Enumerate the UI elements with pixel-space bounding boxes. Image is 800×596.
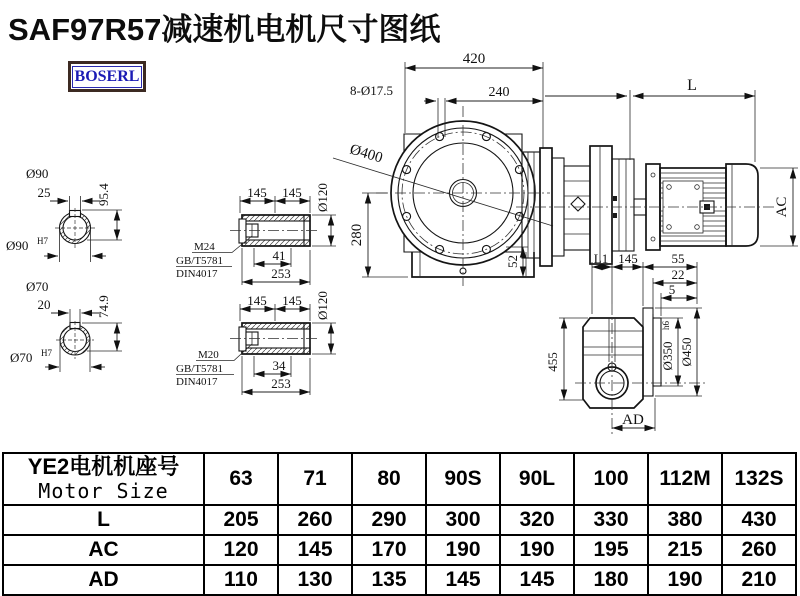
shaft-top-od-label: Ø90 — [26, 166, 49, 181]
shaft-top-bore-label: Ø90 — [6, 238, 29, 253]
cell: 195 — [574, 535, 648, 565]
shaft-bottom-key-width: 20 — [37, 297, 51, 312]
front-foot-dim: 52 — [505, 255, 520, 268]
sleeve-top-std1: GB/T5781 — [176, 255, 224, 267]
table-row-AD — [3, 565, 796, 595]
col-header: 63 — [204, 453, 278, 505]
cell: 190 — [426, 535, 500, 565]
col-header: 80 — [352, 453, 426, 505]
hollow-shaft-bottom-view — [176, 291, 336, 395]
bottom-height: 455 — [545, 352, 560, 372]
shaft-section-top-view — [6, 166, 122, 262]
col-header: 132S — [722, 453, 796, 505]
sleeve-bottom-screw: M20 — [198, 349, 219, 361]
cell: 145 — [278, 535, 352, 565]
bottom-width-label: AD — [622, 412, 644, 428]
sleeve-top-screw: M24 — [194, 241, 215, 253]
col-header: 90L — [500, 453, 574, 505]
adapter-flange — [590, 146, 612, 264]
sleeve-top-od: Ø120 — [315, 183, 330, 212]
cell: 190 — [648, 565, 722, 595]
sleeve-top-seg2: 145 — [282, 185, 302, 200]
cell: 145 — [500, 565, 574, 595]
col-header: 90S — [426, 453, 500, 505]
cell: 430 — [722, 505, 796, 535]
shaft-bottom-bore-tol: H7 — [41, 348, 52, 358]
col-header: 71 — [278, 453, 352, 505]
sleeve-top-total: 253 — [271, 266, 291, 281]
sleeve-bottom-stickout: 34 — [272, 358, 286, 373]
front-offset: 240 — [488, 85, 510, 100]
col-header: 100 — [574, 453, 648, 505]
cell: 210 — [722, 565, 796, 595]
gearbox-front-view — [333, 51, 553, 286]
row-label: AD — [3, 565, 204, 595]
bottom-l1: L1 — [593, 251, 609, 266]
sleeve-top-seg1: 145 — [247, 185, 267, 200]
header-en: Motor Size — [38, 479, 169, 503]
cell: 260 — [722, 535, 796, 565]
side-motor-length-label: L — [687, 77, 697, 94]
shaft-top-depth: 95.4 — [96, 183, 111, 206]
motor-size-table — [2, 452, 797, 596]
bottom-spigot: Ø350 — [660, 341, 675, 371]
table-header-row — [3, 453, 796, 505]
sleeve-bottom-seg1: 145 — [247, 293, 267, 308]
shaft-bottom-bore-label: Ø70 — [10, 350, 33, 365]
shaft-bottom-depth: 74.9 — [96, 295, 111, 318]
table-row-AC — [3, 535, 796, 565]
hollow-shaft-top-view — [176, 183, 336, 285]
front-center-height: 280 — [349, 223, 365, 247]
cell: 260 — [278, 505, 352, 535]
sleeve-top-std2: DIN4017 — [176, 268, 218, 280]
bottom-seg: 145 — [618, 251, 638, 266]
table-row-L — [3, 505, 796, 535]
cell: 300 — [426, 505, 500, 535]
table-header-motor-size — [3, 453, 204, 505]
gearbox-top-view — [545, 251, 706, 434]
motor-adapter — [612, 159, 634, 251]
bottom-f22: 22 — [671, 267, 685, 282]
sleeve-bottom-total: 253 — [271, 376, 291, 391]
bottom-f55: 55 — [671, 251, 685, 266]
sleeve-bottom-od: Ø120 — [315, 291, 330, 320]
shaft-bottom-od-label: Ø70 — [26, 279, 49, 294]
col-header: 112M — [648, 453, 722, 505]
shaft-top-key-width: 25 — [37, 185, 51, 200]
cell: 170 — [352, 535, 426, 565]
sleeve-bottom-seg2: 145 — [282, 293, 302, 308]
front-overall-width: 420 — [462, 51, 486, 67]
cell: 180 — [574, 565, 648, 595]
boserl-logo-text: BOSERL — [72, 66, 143, 88]
bottom-flange-dia: Ø450 — [679, 337, 694, 367]
gearmotor-side-view — [516, 77, 798, 266]
front-flange-dia: Ø400 — [347, 141, 385, 167]
row-label: L — [3, 505, 204, 535]
cell: 380 — [648, 505, 722, 535]
front-bolt-holes: 8-Ø17.5 — [350, 83, 393, 98]
oil-plug-mark — [571, 197, 585, 211]
cell: 120 — [204, 535, 278, 565]
cell: 290 — [352, 505, 426, 535]
cell: 190 — [500, 535, 574, 565]
cell: 135 — [352, 565, 426, 595]
cell: 130 — [278, 565, 352, 595]
motor-fan-cover — [726, 164, 758, 246]
cell: 145 — [426, 565, 500, 595]
cell: 320 — [500, 505, 574, 535]
bottom-f5: 5 — [668, 282, 676, 297]
side-motor-height-label: AC — [774, 196, 790, 218]
page-title: SAF97R57减速机电机尺寸图纸 — [8, 12, 441, 47]
header-cn: YE2电机机座号 — [27, 454, 180, 479]
cell: 215 — [648, 535, 722, 565]
bottom-spigot-tol: h6 — [661, 321, 671, 330]
cell: 110 — [204, 565, 278, 595]
cell: 330 — [574, 505, 648, 535]
shaft-top-bore-tol: H7 — [37, 236, 48, 246]
row-label: AC — [3, 535, 204, 565]
bolt-hole — [436, 133, 444, 141]
shaft-section-bottom-view — [10, 279, 122, 372]
sleeve-bottom-std1: GB/T5781 — [176, 363, 224, 375]
cell: 205 — [204, 505, 278, 535]
sleeve-top-stickout: 41 — [272, 248, 286, 263]
sleeve-bottom-std2: DIN4017 — [176, 376, 218, 388]
